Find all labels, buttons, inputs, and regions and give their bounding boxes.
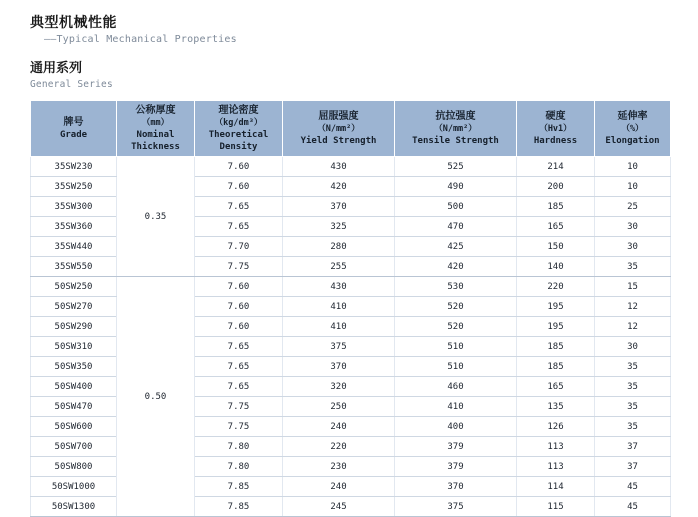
cell-grade: 50SW400 [31, 377, 117, 397]
column-header-grade-en: Grade [59, 130, 88, 141]
mechanical-properties-table [30, 100, 671, 517]
table-body [31, 157, 671, 517]
cell-yield-strength: 320 [283, 377, 395, 397]
cell-grade: 50SW310 [31, 337, 117, 357]
cell-density: 7.65 [195, 197, 283, 217]
cell-density: 7.60 [195, 157, 283, 177]
cell-elongation: 12 [595, 317, 671, 337]
cell-tensile-strength: 410 [395, 397, 517, 417]
cell-elongation: 25 [595, 197, 671, 217]
section-subtitle: General Series [30, 79, 113, 90]
cell-yield-strength: 325 [283, 217, 395, 237]
cell-yield-strength: 230 [283, 457, 395, 477]
column-header-yield-unit: （N/mm²） [317, 123, 360, 134]
cell-yield-strength: 430 [283, 157, 395, 177]
cell-elongation: 35 [595, 417, 671, 437]
column-header-density-en: Theoretical Density [208, 129, 269, 153]
cell-grade: 35SW250 [31, 177, 117, 197]
cell-grade: 50SW250 [31, 277, 117, 297]
table-header [31, 101, 671, 157]
cell-grade: 50SW470 [31, 397, 117, 417]
cell-elongation: 37 [595, 437, 671, 457]
cell-hardness: 220 [517, 277, 595, 297]
cell-yield-strength: 220 [283, 437, 395, 457]
cell-density: 7.60 [195, 297, 283, 317]
cell-hardness: 185 [517, 357, 595, 377]
cell-hardness: 135 [517, 397, 595, 417]
cell-hardness: 195 [517, 317, 595, 337]
cell-grade: 50SW1300 [31, 497, 117, 517]
cell-grade: 50SW700 [31, 437, 117, 457]
column-header-yield [283, 101, 395, 157]
cell-yield-strength: 240 [283, 417, 395, 437]
column-header-yield-cn: 屈服强度 [318, 111, 359, 123]
cell-elongation: 30 [595, 337, 671, 357]
cell-tensile-strength: 490 [395, 177, 517, 197]
table-row [31, 157, 671, 177]
column-header-hardness-unit: （Hv1） [539, 123, 572, 134]
cell-hardness: 115 [517, 497, 595, 517]
column-header-thickness-cn: 公称厚度 [135, 105, 176, 116]
cell-grade: 35SW300 [31, 197, 117, 217]
cell-tensile-strength: 425 [395, 237, 517, 257]
cell-density: 7.70 [195, 237, 283, 257]
cell-tensile-strength: 460 [395, 377, 517, 397]
cell-hardness: 214 [517, 157, 595, 177]
cell-grade: 35SW360 [31, 217, 117, 237]
cell-hardness: 165 [517, 377, 595, 397]
cell-yield-strength: 410 [283, 297, 395, 317]
column-header-hardness [517, 101, 595, 157]
cell-grade: 50SW350 [31, 357, 117, 377]
cell-density: 7.60 [195, 177, 283, 197]
cell-hardness: 165 [517, 217, 595, 237]
cell-elongation: 35 [595, 257, 671, 277]
cell-tensile-strength: 510 [395, 337, 517, 357]
cell-density: 7.85 [195, 497, 283, 517]
cell-yield-strength: 280 [283, 237, 395, 257]
column-header-tensile-cn: 抗拉强度 [435, 111, 476, 123]
cell-hardness: 140 [517, 257, 595, 277]
column-header-tensile [395, 101, 517, 157]
cell-yield-strength: 250 [283, 397, 395, 417]
cell-density: 7.80 [195, 457, 283, 477]
cell-elongation: 45 [595, 497, 671, 517]
section-title: 通用系列 [30, 60, 83, 75]
cell-density: 7.75 [195, 397, 283, 417]
column-header-elongation-cn: 延伸率 [617, 111, 648, 123]
cell-density: 7.75 [195, 417, 283, 437]
cell-tensile-strength: 379 [395, 457, 517, 477]
cell-tensile-strength: 520 [395, 317, 517, 337]
cell-yield-strength: 430 [283, 277, 395, 297]
column-header-elongation [595, 101, 671, 157]
cell-density: 7.65 [195, 357, 283, 377]
cell-elongation: 10 [595, 177, 671, 197]
column-header-hardness-cn: 硬度 [545, 111, 566, 123]
column-header-density [195, 101, 283, 157]
cell-elongation: 15 [595, 277, 671, 297]
cell-density: 7.60 [195, 277, 283, 297]
cell-yield-strength: 420 [283, 177, 395, 197]
cell-density: 7.60 [195, 317, 283, 337]
cell-elongation: 45 [595, 477, 671, 497]
cell-grade: 50SW600 [31, 417, 117, 437]
table-header-row [31, 101, 671, 157]
cell-elongation: 30 [595, 217, 671, 237]
cell-grade: 50SW270 [31, 297, 117, 317]
cell-yield-strength: 255 [283, 257, 395, 277]
page-title: 典型机械性能 [30, 14, 117, 30]
column-header-density-unit: （kg/dm³） [214, 117, 263, 128]
cell-elongation: 35 [595, 377, 671, 397]
cell-hardness: 126 [517, 417, 595, 437]
column-header-thickness-unit: （mm） [141, 117, 170, 128]
cell-density: 7.65 [195, 337, 283, 357]
cell-nominal-thickness: 0.35 [117, 157, 195, 277]
cell-yield-strength: 245 [283, 497, 395, 517]
cell-hardness: 150 [517, 237, 595, 257]
cell-elongation: 35 [595, 397, 671, 417]
cell-hardness: 185 [517, 337, 595, 357]
cell-yield-strength: 410 [283, 317, 395, 337]
column-header-elongation-en: Elongation [605, 136, 660, 147]
cell-grade: 50SW1000 [31, 477, 117, 497]
cell-density: 7.65 [195, 377, 283, 397]
cell-yield-strength: 375 [283, 337, 395, 357]
cell-grade: 35SW440 [31, 237, 117, 257]
cell-tensile-strength: 420 [395, 257, 517, 277]
cell-nominal-thickness: 0.50 [117, 277, 195, 517]
cell-hardness: 195 [517, 297, 595, 317]
cell-tensile-strength: 525 [395, 157, 517, 177]
cell-grade: 50SW290 [31, 317, 117, 337]
cell-tensile-strength: 510 [395, 357, 517, 377]
column-header-yield-en: Yield Strength [300, 136, 377, 147]
column-header-thickness [117, 101, 195, 157]
cell-grade: 50SW800 [31, 457, 117, 477]
table-row [31, 277, 671, 297]
column-header-thickness-en: Nominal Thickness [131, 129, 180, 153]
column-header-hardness-en: Hardness [533, 136, 578, 147]
cell-density: 7.80 [195, 437, 283, 457]
cell-elongation: 30 [595, 237, 671, 257]
cell-tensile-strength: 379 [395, 437, 517, 457]
cell-hardness: 200 [517, 177, 595, 197]
cell-elongation: 12 [595, 297, 671, 317]
cell-tensile-strength: 520 [395, 297, 517, 317]
cell-tensile-strength: 375 [395, 497, 517, 517]
cell-tensile-strength: 500 [395, 197, 517, 217]
cell-tensile-strength: 530 [395, 277, 517, 297]
cell-hardness: 114 [517, 477, 595, 497]
column-header-grade [31, 101, 117, 157]
cell-tensile-strength: 370 [395, 477, 517, 497]
cell-elongation: 37 [595, 457, 671, 477]
cell-yield-strength: 370 [283, 197, 395, 217]
column-header-density-cn: 理论密度 [218, 105, 259, 116]
cell-grade: 35SW230 [31, 157, 117, 177]
column-header-tensile-unit: （N/mm²） [434, 123, 477, 134]
cell-yield-strength: 240 [283, 477, 395, 497]
cell-tensile-strength: 470 [395, 217, 517, 237]
page-subtitle: ——Typical Mechanical Properties [44, 34, 237, 45]
column-header-tensile-en: Tensile Strength [412, 136, 499, 147]
cell-tensile-strength: 400 [395, 417, 517, 437]
cell-density: 7.75 [195, 257, 283, 277]
cell-density: 7.85 [195, 477, 283, 497]
cell-hardness: 185 [517, 197, 595, 217]
column-header-elongation-unit: （%） [621, 123, 644, 134]
column-header-grade-cn: 牌号 [63, 116, 84, 128]
cell-yield-strength: 370 [283, 357, 395, 377]
cell-elongation: 10 [595, 157, 671, 177]
cell-grade: 35SW550 [31, 257, 117, 277]
cell-elongation: 35 [595, 357, 671, 377]
cell-density: 7.65 [195, 217, 283, 237]
cell-hardness: 113 [517, 457, 595, 477]
cell-hardness: 113 [517, 437, 595, 457]
